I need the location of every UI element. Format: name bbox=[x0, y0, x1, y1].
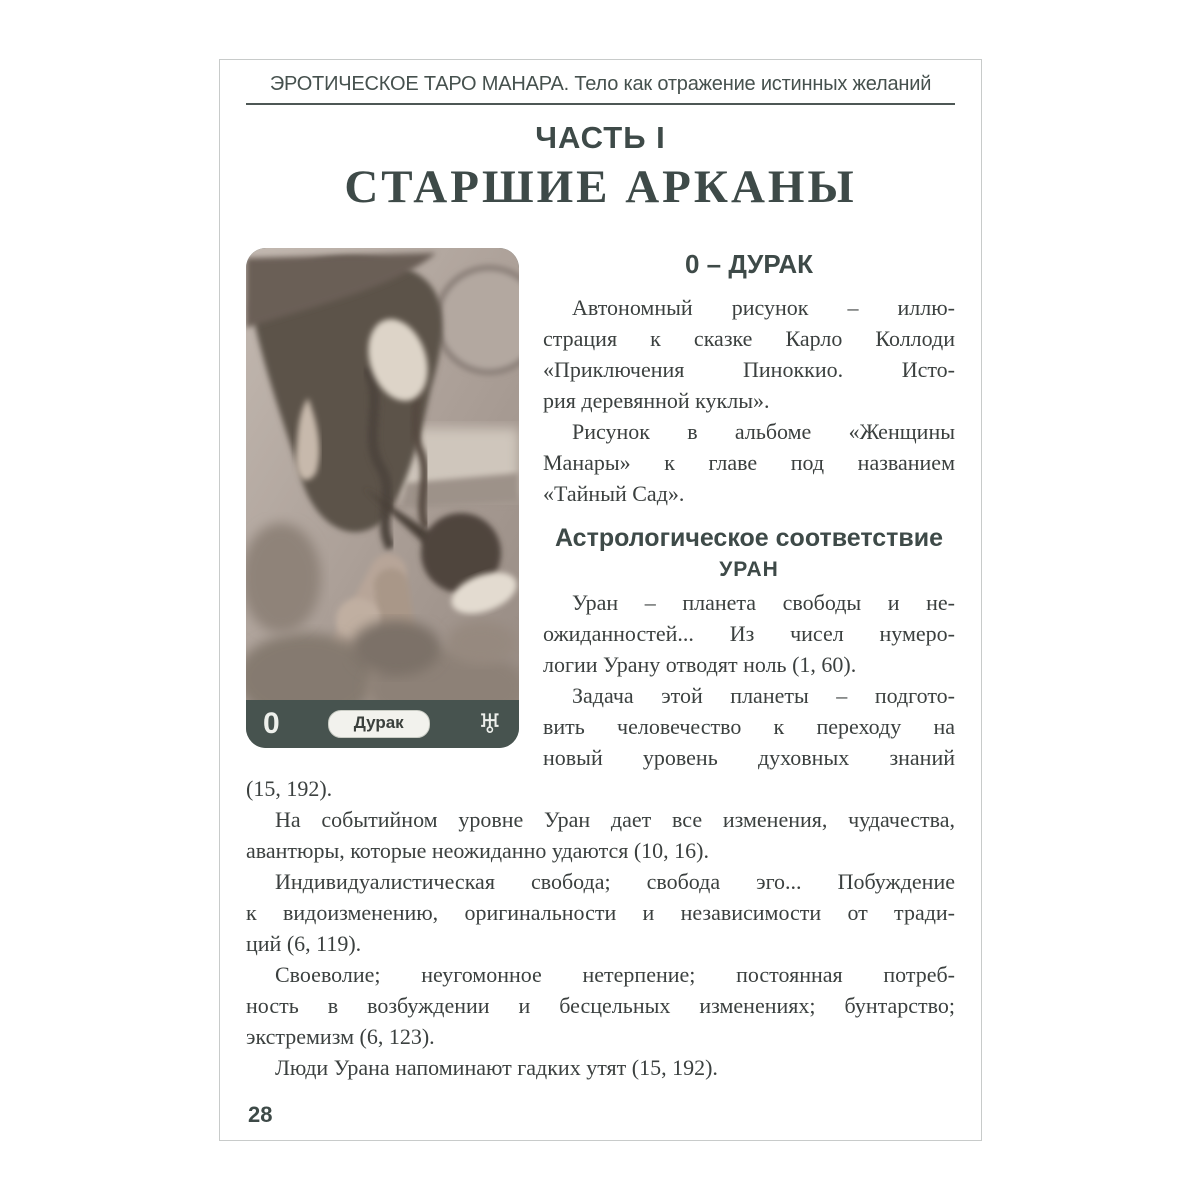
paragraph: Задача этой планеты – подгото- вить человечество к переходу на новый уровень духовных знаний (15, 192). bbox=[246, 683, 955, 801]
card-name-pill: Дурак bbox=[328, 710, 430, 738]
book-page bbox=[219, 59, 982, 1141]
section-heading: 0 – ДУРАК bbox=[684, 249, 814, 279]
astro-heading: Астрологическое соответствие bbox=[554, 524, 944, 552]
card-illustration bbox=[246, 248, 519, 700]
paragraph: Уран – планета свободы и не- ожиданностей... Из чисел нумеро- логии Урану отводят ноль (1, 60). bbox=[543, 590, 955, 677]
card-number: 0 bbox=[263, 707, 280, 740]
part-title: СТАРШИЕ АРКАНЫ bbox=[344, 161, 857, 213]
uranus-symbol-icon: ♅ bbox=[477, 708, 502, 740]
paragraph: На событийном уровне Уран дает все изменения, чудачества, авантюры, которые неожиданно удаются (10, 16). bbox=[246, 807, 955, 863]
paragraph: Люди Урана напоминают гадких утят (15, 192). bbox=[275, 1055, 718, 1080]
page-content bbox=[246, 248, 955, 1083]
paragraph: Индивидуалистическая свобода; свобода эго... Побуждение к видоизменению, оригинальности и независимости от тради- ций (6, 119). bbox=[246, 869, 955, 956]
page-number: 28 bbox=[248, 1102, 273, 1127]
astro-subheading: УРАН bbox=[719, 558, 779, 581]
tarot-card bbox=[246, 248, 519, 748]
paragraph: Автономный рисунок – иллю- страция к сказке Карло Коллоди «Приключения Пиноккио. Исто- рия деревянной куклы». bbox=[543, 295, 955, 413]
card-title-bar bbox=[246, 700, 519, 748]
paragraph: Рисунок в альбоме «Женщины Манары» к главе под названием «Тайный Сад». bbox=[543, 419, 955, 506]
paragraph: Своеволие; неугомонное нетерпение; постоянная потреб- ность в возбуждении и бесцельных изменениях; бунтарство; экстремизм (6, 123). bbox=[246, 962, 955, 1049]
running-head: ЭРОТИЧЕСКОЕ ТАРО МАНАРА. Тело как отражение истинных желаний bbox=[246, 60, 955, 105]
part-label: ЧАСТЬ I bbox=[535, 120, 666, 155]
